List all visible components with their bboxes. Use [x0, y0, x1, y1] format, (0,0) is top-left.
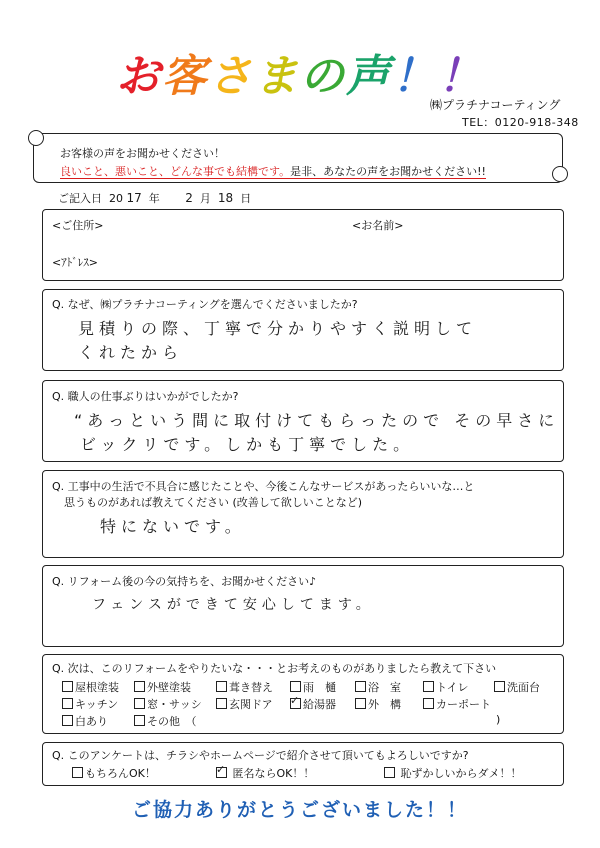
option-roof-paint[interactable] — [62, 679, 119, 695]
email-label: <ｱﾄﾞﾚｽ> — [52, 256, 98, 269]
question-2-answer-line-1[interactable]: “あっという間に取付けてもらったので その早さに — [74, 411, 560, 430]
option-water-heater[interactable] — [290, 696, 336, 712]
name-label: <お名前> — [352, 219, 404, 232]
day-unit: 日 — [240, 192, 252, 205]
option-label: 外 構 — [368, 698, 401, 711]
question-1-answer-line-2[interactable]: くれたから — [78, 343, 184, 362]
title-char-7: ！ — [392, 51, 438, 102]
title-char-6: 声 — [346, 51, 392, 102]
intro-line-2 — [60, 163, 486, 179]
question-3-text-line-1: Q. 工事中の生活で不具合に感じたことや、今後こんなサービスがあったらいいな…と — [52, 480, 475, 493]
checkbox[interactable] — [355, 698, 366, 709]
title-char-4: ま — [254, 51, 300, 102]
option-label: 恥ずかしいからダメ！！ — [400, 767, 522, 780]
option-label: 屋根塗装 — [75, 681, 119, 694]
question-5-text: Q. 次は、このリフォームをやりたいな・・・とお考えのものがありましたら教えて下さい — [52, 662, 497, 675]
option-label: 葺き替え — [229, 681, 273, 694]
option-entrance-door[interactable] — [216, 696, 273, 712]
option-wall-paint[interactable] — [134, 679, 191, 695]
option-anonymous-ok[interactable] — [216, 765, 314, 781]
question-1-text: Q. なぜ、㈱プラチナコーティングを選んでくださいましたか? — [52, 298, 358, 311]
option-other[interactable] — [134, 713, 197, 729]
option-toilet[interactable] — [423, 679, 468, 695]
title-char-3: さ — [208, 51, 254, 102]
option-label: カーポート — [436, 698, 491, 711]
option-termite[interactable] — [62, 713, 108, 729]
option-label: 浴 室 — [368, 681, 401, 694]
question-2-answer-line-2[interactable]: ビックリです。しかも丁寧でした。 — [80, 435, 415, 454]
thank-you-message: ご協力ありがとうございました！！ — [131, 799, 468, 821]
page-title — [0, 40, 600, 104]
checkbox[interactable] — [423, 698, 434, 709]
address-label: <ご住所> — [52, 219, 104, 232]
question-1-answer-line-1[interactable]: 見積りの際、丁寧で分かりやすく説明して — [78, 319, 478, 338]
option-gutter[interactable] — [290, 679, 336, 695]
checkbox[interactable] — [134, 698, 145, 709]
checkbox[interactable] — [216, 681, 227, 692]
title-char-2: 客 — [162, 51, 208, 102]
option-label: 外壁塗装 — [147, 681, 191, 694]
intro-line-1: お客様の声をお聞かせください！ — [60, 147, 225, 160]
option-washstand[interactable] — [494, 679, 540, 695]
option-label: 給湯器 — [303, 698, 336, 711]
checkbox[interactable] — [72, 767, 83, 778]
scroll-curl-right — [552, 166, 568, 182]
intro-red-text: 良いこと、悪いこと、どんな事でも結構です。 — [60, 165, 291, 178]
date-day[interactable]: 18 — [217, 191, 234, 205]
checkbox-checked[interactable] — [216, 767, 227, 778]
question-6-text: Q. このアンケートは、チラシやホームページで紹介させて頂いてもよろしいですか? — [52, 749, 469, 762]
intro-black-text: 是非、あなたの声をお聞かせください!! — [290, 165, 486, 178]
date-month[interactable]: 2 — [185, 191, 193, 205]
option-label: もちろんOK！ — [85, 767, 156, 780]
option-label: キッチン — [75, 698, 119, 711]
option-kitchen[interactable] — [62, 696, 118, 712]
question-2-text: Q. 職人の仕事ぶりはいかがでしたか? — [52, 390, 239, 403]
option-label: 洗面台 — [507, 681, 540, 694]
question-3-text-line-2: 思うものがあれば教えてください (改善して欲しいことなど) — [64, 496, 363, 509]
title-char-1: お — [116, 51, 162, 102]
date-era: 20 — [109, 192, 123, 205]
checkbox[interactable] — [134, 715, 145, 726]
checkbox[interactable] — [62, 681, 73, 692]
year-unit: 年 — [148, 192, 160, 205]
option-carport[interactable] — [423, 696, 491, 712]
checkbox[interactable] — [216, 698, 227, 709]
option-reroof[interactable] — [216, 679, 273, 695]
checkbox[interactable] — [134, 681, 145, 692]
customer-info-box — [42, 209, 564, 281]
company-name: ㈱プラチナコーティング — [430, 98, 561, 112]
date-label: ご記入日 — [58, 192, 102, 205]
other-close-paren: ) — [496, 713, 501, 726]
option-label: 白あり — [75, 715, 108, 728]
option-no[interactable] — [384, 765, 522, 781]
checkbox[interactable] — [384, 767, 395, 778]
question-4-answer[interactable]: フェンスができて安心してます。 — [92, 597, 375, 613]
question-4-text: Q. リフォーム後の今の気持ちを、お聞かせください♪ — [52, 575, 317, 588]
phone-number: TEL：0120-918-348 — [462, 116, 579, 129]
title-char-8: ！ — [438, 51, 484, 102]
option-label: 匿名ならOK！！ — [232, 767, 315, 780]
title-char-5: の — [300, 51, 346, 102]
option-label: その他 （ — [147, 715, 197, 728]
checkbox[interactable] — [290, 681, 301, 692]
option-window-sash[interactable] — [134, 696, 202, 712]
date-year[interactable]: 17 — [126, 191, 142, 205]
scroll-curl-left — [28, 130, 44, 146]
checkbox[interactable] — [355, 681, 366, 692]
option-label: 窓・サッシ — [147, 698, 202, 711]
option-exterior[interactable] — [355, 696, 401, 712]
option-label: 雨 樋 — [303, 681, 336, 694]
entry-date — [58, 190, 251, 206]
option-label: トイレ — [436, 681, 469, 694]
question-3-answer[interactable]: 特にないです。 — [100, 517, 246, 536]
checkbox[interactable] — [62, 715, 73, 726]
checkbox[interactable] — [62, 698, 73, 709]
checkbox[interactable] — [494, 681, 505, 692]
option-bathroom[interactable] — [355, 679, 401, 695]
option-ok[interactable] — [72, 765, 156, 781]
option-label: 玄関ドア — [229, 698, 273, 711]
checkbox-checked[interactable] — [290, 698, 301, 709]
checkbox[interactable] — [423, 681, 434, 692]
month-unit: 月 — [199, 192, 211, 205]
